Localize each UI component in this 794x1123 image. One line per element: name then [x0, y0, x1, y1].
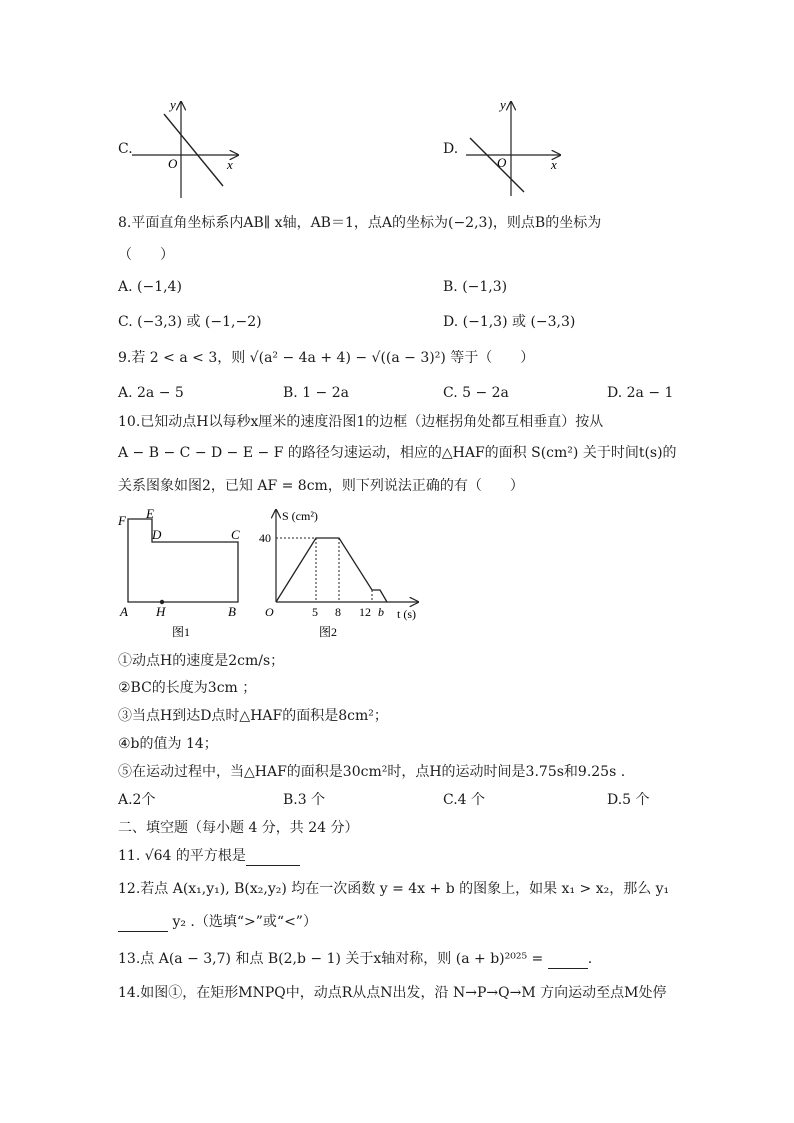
q13	[118, 949, 592, 969]
q14-stem: 14.如图①，在矩形MNPQ中，动点R从点N出发，沿 N→P→Q→M 方向运动至点M处停	[118, 985, 667, 1001]
q10-stem-line2: A − B − C − D − E − F 的路径匀速运动，相应的△HAF的面积 S(cm²) 关于时间t(s)的	[118, 445, 677, 461]
label-f: F	[118, 513, 126, 528]
origin-label: O	[168, 156, 178, 171]
q10-statement-2: ②BC的长度为3cm ；	[118, 680, 257, 696]
y-axis-label: y	[500, 97, 506, 112]
x-axis-label: x	[227, 157, 233, 172]
q13-end: .	[587, 951, 593, 967]
origin-label: O	[265, 605, 274, 619]
figure-2-caption: 图2	[319, 625, 338, 639]
label-e: E	[146, 506, 154, 521]
graph-line	[164, 114, 223, 186]
q13-answer-blank[interactable]	[548, 952, 588, 969]
q8-option-c: C. (−3,3) 或 (−1,−2)	[118, 314, 262, 330]
q10-statement-1: ①动点H的速度是2cm/s；	[118, 653, 285, 669]
q10-statement-4: ④b的值为 14；	[118, 736, 218, 752]
q9-option-c: C. 5 − 2a	[443, 385, 509, 401]
label-b: B	[228, 604, 236, 619]
q11	[118, 846, 300, 866]
q12-line2	[118, 912, 317, 932]
q10-stem-line1: 10.已知动点H以每秒x厘米的速度沿图1的边框（边框拐角处都互相垂直）按从	[118, 414, 604, 430]
q10-statement-5: ⑤在运动过程中，当△HAF的面积是30cm²时，点H的运动时间是3.75s和9.25s .	[118, 764, 626, 780]
q10-figure-2	[256, 504, 426, 644]
option-d-graph	[458, 96, 568, 202]
q8-stem: 8.平面直角坐标系内AB∥ x轴，AB＝1，点A的坐标为(−2,3)，则点B的坐标为	[118, 215, 602, 231]
q10-figure-1	[114, 506, 254, 644]
q10-statement-3: ③当点H到达D点时△HAF的面积是8cm²；	[118, 708, 388, 724]
y-axis-label: y	[170, 97, 176, 112]
q8-option-b: B. (−1,3)	[443, 279, 508, 295]
q8-option-d: D. (−1,3) 或 (−3,3)	[443, 314, 576, 330]
t-axis-label: t (s)	[397, 607, 416, 621]
figure-1-caption: 图1	[172, 625, 191, 639]
q9-stem: 9.若 2 < a < 3，则 √(a² − 4a + 4) − √((a − 3)²) 等于（ ）	[118, 350, 535, 366]
xtick-12: 12	[359, 605, 371, 619]
option-d-label: D.	[443, 141, 459, 157]
label-h: H	[156, 604, 166, 619]
section-2-heading: 二、填空题（每小题 4 分，共 24 分）	[118, 820, 359, 836]
q9-option-b: B. 1 − 2a	[283, 385, 349, 401]
frame-path	[128, 519, 238, 602]
origin-label: O	[497, 155, 507, 170]
q10-option-c: C.4 个	[443, 792, 486, 808]
q10-option-d: D.5 个	[607, 792, 650, 808]
q12-line2-text: y₂ .（选填“>”或“<”）	[172, 914, 317, 930]
label-d: D	[152, 527, 162, 542]
q13-text: 13.点 A(a − 3,7) 和点 B(2,b − 1) 关于x轴对称，则 (a + b)²⁰²⁵ =	[118, 951, 544, 967]
option-c-label: C.	[118, 141, 133, 157]
q12-answer-blank[interactable]	[118, 915, 168, 932]
q8-option-a: A. (−1,4)	[118, 279, 182, 295]
q8-paren: （ ）	[118, 247, 174, 263]
ytick-40: 40	[259, 531, 271, 545]
q12-line1: 12.若点 A(x₁,y₁), B(x₂,y₂) 均在一次函数 y = 4x + b 的图象上，如果 x₁ > x₂，那么 y₁	[118, 881, 670, 897]
area-curve	[276, 538, 387, 602]
label-a: A	[120, 604, 128, 619]
xtick-8: 8	[335, 605, 341, 619]
q9-option-a: A. 2a − 5	[118, 385, 184, 401]
label-c: C	[231, 527, 240, 542]
q10-stem-line3: 关系图象如图2，已知 AF = 8cm，则下列说法正确的有（ ）	[118, 478, 524, 494]
q10-option-b: B.3 个	[283, 792, 326, 808]
x-axis-label: x	[551, 157, 557, 172]
q10-option-a: A.2个	[118, 792, 156, 808]
xtick-5: 5	[312, 605, 318, 619]
xtick-b: b	[378, 605, 384, 619]
option-c-graph	[128, 96, 248, 202]
q11-text: 11. √64 的平方根是	[118, 848, 246, 864]
s-axis-label: S (cm²)	[282, 509, 318, 523]
q11-answer-blank[interactable]	[246, 849, 300, 866]
q9-option-d: D. 2a − 1	[607, 385, 674, 401]
